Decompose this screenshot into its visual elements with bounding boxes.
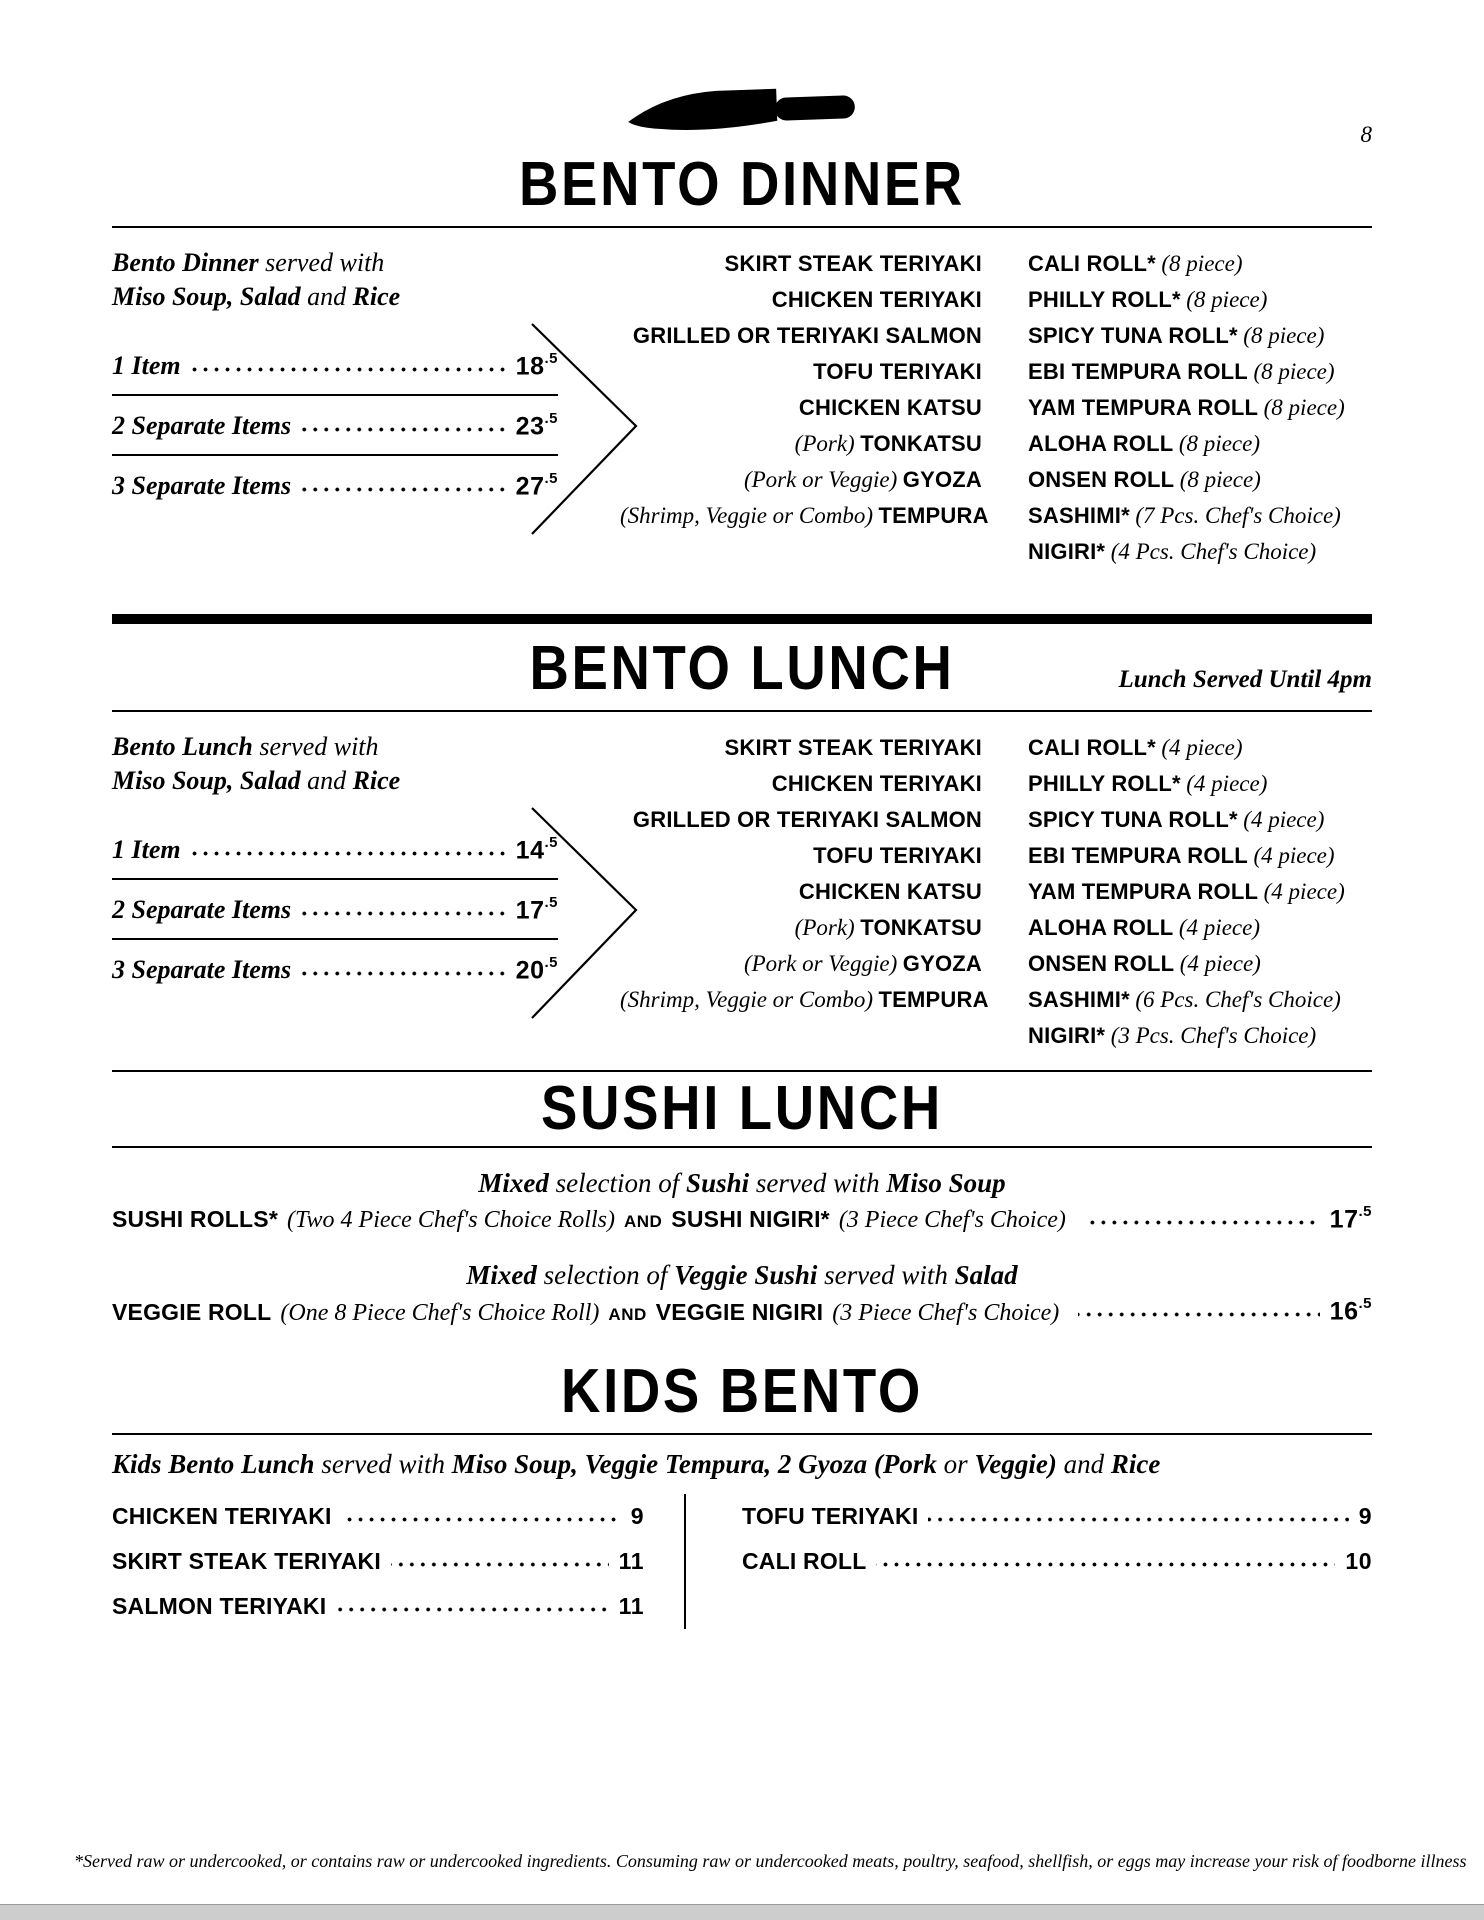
served-bold: Miso Soup, Salad — [112, 766, 301, 795]
price-value: 9 — [1358, 1502, 1372, 1529]
page-number: 8 — [1360, 122, 1372, 147]
item-name: SUSHI ROLLS* — [112, 1206, 278, 1233]
menu-item — [742, 1539, 1372, 1584]
price-label: 1 Item — [112, 835, 181, 864]
price-sup: .5 — [544, 349, 558, 367]
dotted-leader — [336, 1607, 608, 1612]
item-prefix: (Pork or Veggie) — [743, 951, 898, 976]
price-value: 11 — [618, 1592, 644, 1619]
item-note: (One 8 Piece Chef's Choice Roll) — [280, 1299, 600, 1326]
menu-item — [1028, 354, 1372, 390]
desc-bold: Veggie Sushi — [674, 1260, 818, 1291]
kids-description — [112, 1449, 1372, 1480]
menu-item — [1028, 390, 1372, 426]
chevron-bracket-icon — [530, 322, 640, 536]
item-note: (8 piece) — [1161, 251, 1243, 276]
menu-item — [1028, 462, 1372, 498]
menu-item — [620, 318, 982, 354]
item-name: YAM TEMPURA ROLL — [1028, 395, 1259, 420]
item-note: (4 piece) — [1263, 879, 1345, 904]
item-note: (8 piece) — [1186, 287, 1268, 312]
item-note: (8 piece) — [1263, 395, 1345, 420]
and-label: AND — [608, 1304, 647, 1324]
item-name: TONKATSU — [860, 915, 982, 940]
section-sushi-lunch — [112, 1070, 1372, 1327]
price-main: 14 — [515, 836, 545, 864]
page-bottom-edge — [0, 1904, 1484, 1920]
knife-icon — [624, 82, 861, 146]
menu-item — [742, 1494, 1372, 1539]
desc-regular: selection of — [548, 1168, 687, 1198]
menu-item — [1028, 982, 1372, 1018]
menu-item — [620, 498, 989, 534]
item-prefix: (Pork) — [794, 915, 855, 940]
bento-lunch-grid — [112, 730, 1372, 1054]
dotted-leader — [191, 367, 506, 372]
served-bold: Miso Soup, Salad — [112, 282, 301, 311]
served-bold: Bento Lunch — [112, 732, 253, 761]
item-prefix: (Shrimp, Veggie or Combo) — [620, 987, 873, 1012]
served-line — [112, 730, 558, 764]
price-main: 17 — [1329, 1205, 1359, 1234]
lunch-hours-note: Lunch Served Until 4pm — [1118, 666, 1372, 693]
item-name: NIGIRI* — [1028, 539, 1106, 564]
bento-lunch-pricing — [112, 730, 558, 1054]
menu-item — [620, 390, 982, 426]
served-regular: and — [300, 282, 353, 311]
desc-regular: served with — [817, 1260, 955, 1291]
bento-lunch-entrees — [620, 730, 989, 1054]
menu-item — [620, 874, 982, 910]
menu-item — [620, 982, 989, 1018]
bento-lunch-title-wrap — [112, 634, 1372, 704]
menu-item — [1028, 246, 1372, 282]
price-value — [1330, 1205, 1372, 1234]
and-label: AND — [623, 1212, 663, 1232]
menu-item — [620, 910, 982, 946]
page-header — [0, 0, 1484, 150]
menu-item — [620, 282, 982, 318]
desc-bold: Miso Soup, Veggie Tempura, 2 Gyoza (Pork — [451, 1448, 937, 1479]
kids-right-column — [686, 1494, 1372, 1629]
item-name: TONKATSU — [860, 431, 982, 456]
item-name: TOFU TERIYAKI — [742, 1502, 919, 1529]
item-note: (8 piece) — [1253, 359, 1335, 384]
served-bold: Bento Dinner — [112, 248, 259, 277]
item-name: SPICY TUNA ROLL* — [1028, 323, 1238, 348]
price-row — [112, 336, 558, 396]
section-divider-bar — [112, 614, 1372, 624]
item-note: (4 piece) — [1179, 951, 1261, 976]
menu-content — [0, 150, 1484, 1629]
bento-dinner-pricing — [112, 246, 558, 570]
menu-item — [1028, 946, 1372, 982]
desc-bold: Mixed — [478, 1168, 549, 1198]
item-name: ONSEN ROLL — [1028, 467, 1175, 492]
item-note: (8 piece) — [1243, 323, 1325, 348]
item-name: CHICKEN TERIYAKI — [771, 771, 982, 796]
item-name: TOFU TERIYAKI — [813, 843, 982, 868]
menu-item — [620, 802, 982, 838]
item-note: (4 piece) — [1253, 843, 1335, 868]
item-name: SASHIMI* — [1028, 503, 1130, 528]
price-sup: .5 — [1358, 1203, 1372, 1220]
item-note: (4 piece) — [1186, 771, 1268, 796]
item-name: TEMPURA — [878, 503, 989, 528]
price-value: 10 — [1345, 1547, 1372, 1574]
price-main: 27 — [515, 472, 545, 500]
menu-item — [1028, 838, 1372, 874]
dotted-leader — [301, 487, 506, 492]
item-note: (6 Pcs. Chef's Choice) — [1135, 987, 1341, 1012]
item-name: PHILLY ROLL* — [1028, 287, 1181, 312]
item-name: SALMON TERIYAKI — [112, 1592, 327, 1619]
item-name: GYOZA — [902, 951, 982, 976]
served-bold: Rice — [352, 766, 401, 795]
item-name: CHICKEN TERIYAKI — [771, 287, 982, 312]
price-row — [112, 396, 558, 456]
menu-item — [1028, 282, 1372, 318]
menu-item — [1028, 498, 1372, 534]
item-note: (3 Pcs. Chef's Choice) — [1110, 1023, 1317, 1048]
price-sup: .5 — [544, 409, 558, 427]
item-name: ALOHA ROLL — [1028, 431, 1174, 456]
price-label: 1 Item — [112, 351, 181, 380]
item-name: CALI ROLL* — [1028, 735, 1156, 760]
item-name: EBI TEMPURA ROLL — [1028, 359, 1248, 384]
menu-item — [112, 1584, 644, 1629]
menu-item — [1028, 426, 1372, 462]
item-note: (3 Piece Chef's Choice) — [832, 1299, 1060, 1326]
desc-bold: Salad — [954, 1260, 1018, 1291]
section-bento-dinner — [112, 150, 1372, 570]
item-prefix: (Pork or Veggie) — [743, 467, 898, 492]
kids-bento-title: KIDS BENTO — [561, 1356, 923, 1426]
section-bento-lunch — [112, 634, 1372, 1054]
item-name: YAM TEMPURA ROLL — [1028, 879, 1259, 904]
item-name: TEMPURA — [878, 987, 989, 1012]
divider-rule — [112, 1146, 1372, 1148]
price-label: 2 Separate Items — [112, 895, 292, 924]
item-name: SPICY TUNA ROLL* — [1028, 807, 1238, 832]
price-value: 11 — [618, 1547, 644, 1574]
served-with-text — [112, 730, 558, 798]
item-name: VEGGIE NIGIRI — [655, 1298, 824, 1325]
bento-lunch-rolls — [1028, 730, 1372, 1054]
price-main: 17 — [515, 896, 545, 924]
sushi-description — [112, 1168, 1372, 1199]
price-row — [112, 456, 558, 514]
section-kids-bento — [112, 1357, 1372, 1629]
item-name: ONSEN ROLL — [1028, 951, 1175, 976]
dotted-leader — [342, 1517, 621, 1522]
served-line — [112, 764, 558, 798]
item-note: (3 Piece Chef's Choice) — [838, 1207, 1066, 1234]
menu-item — [620, 730, 982, 766]
menu-item — [1028, 1018, 1372, 1054]
raw-food-disclaimer: *Served raw or undercooked, or contains raw or undercooked ingredients. Consuming raw or undercooked meats, poultry, seafood, shellfish, or eggs may increase your risk of foodborne illness — [74, 1851, 1467, 1871]
served-regular: served with — [252, 732, 379, 761]
item-name: CHICKEN KATSU — [798, 879, 982, 904]
item-name: NIGIRI* — [1028, 1023, 1106, 1048]
item-name: PHILLY ROLL* — [1028, 771, 1181, 796]
item-note: (Two 4 Piece Chef's Choice Rolls) — [286, 1207, 615, 1234]
price-sup: .5 — [1358, 1295, 1372, 1313]
item-name: CHICKEN KATSU — [798, 395, 982, 420]
desc-bold: Sushi — [686, 1168, 750, 1198]
divider-rule — [112, 710, 1372, 712]
dotted-leader — [1085, 1220, 1320, 1225]
menu-item — [1028, 802, 1372, 838]
sushi-combo-row — [112, 1205, 1372, 1234]
divider-rule — [112, 226, 1372, 228]
dotted-leader — [191, 851, 506, 856]
price-label: 3 Separate Items — [112, 471, 292, 500]
price-value: 9 — [630, 1502, 644, 1529]
item-name: SKIRT STEAK TERIYAKI — [724, 735, 982, 760]
item-name: SASHIMI* — [1028, 987, 1130, 1012]
served-bold: Rice — [352, 282, 401, 311]
sushi-description — [112, 1260, 1372, 1291]
bento-dinner-rolls — [1028, 246, 1372, 570]
desc-bold: Mixed — [466, 1260, 537, 1291]
desc-bold: Veggie) — [974, 1448, 1057, 1479]
price-row — [112, 820, 558, 880]
item-note: (4 Pcs. Chef's Choice) — [1110, 539, 1317, 564]
served-with-text — [112, 246, 558, 314]
served-regular: and — [300, 766, 353, 795]
menu-item — [1028, 534, 1372, 570]
price-main: 23 — [515, 412, 545, 440]
divider-rule — [112, 1433, 1372, 1435]
item-name: TOFU TERIYAKI — [813, 359, 982, 384]
served-line — [112, 246, 558, 280]
price-sup: .5 — [544, 893, 558, 911]
dotted-leader — [1078, 1312, 1319, 1317]
price-value — [1330, 1297, 1372, 1326]
price-sup: .5 — [544, 833, 558, 851]
bento-lunch-title: BENTO LUNCH — [529, 634, 955, 703]
served-regular: served with — [258, 248, 385, 277]
item-name: SKIRT STEAK TERIYAKI — [724, 251, 982, 276]
item-name: SUSHI NIGIRI* — [671, 1206, 830, 1233]
menu-item — [620, 946, 982, 982]
bento-dinner-entrees — [620, 246, 989, 570]
item-prefix: (Pork) — [794, 431, 855, 456]
desc-bold: Kids Bento Lunch — [112, 1448, 315, 1479]
desc-regular: or — [936, 1448, 975, 1479]
dotted-leader — [301, 971, 506, 976]
sushi-lunch-title: SUSHI LUNCH — [541, 1074, 943, 1143]
menu-item — [1028, 318, 1372, 354]
item-note: (4 piece) — [1178, 915, 1260, 940]
desc-regular: served with — [314, 1448, 452, 1479]
price-sup: .5 — [544, 469, 558, 487]
desc-bold: Miso Soup — [886, 1168, 1006, 1198]
menu-item — [620, 354, 982, 390]
item-name: ALOHA ROLL — [1028, 915, 1174, 940]
item-name: CALI ROLL — [742, 1547, 867, 1574]
dotted-leader — [301, 427, 506, 432]
desc-regular: selection of — [536, 1260, 675, 1291]
price-main: 16 — [1329, 1297, 1359, 1326]
divider-rule — [112, 1070, 1372, 1072]
chevron-bracket-icon — [530, 806, 640, 1020]
price-sup: .5 — [544, 953, 558, 971]
kids-left-column — [112, 1494, 684, 1629]
item-note: (7 Pcs. Chef's Choice) — [1135, 503, 1341, 528]
item-name: GRILLED OR TERIYAKI SALMON — [632, 323, 982, 348]
item-name: CHICKEN TERIYAKI — [112, 1502, 332, 1529]
menu-item — [112, 1494, 644, 1539]
item-prefix: (Shrimp, Veggie or Combo) — [620, 503, 873, 528]
dotted-leader — [301, 911, 506, 916]
item-name: EBI TEMPURA ROLL — [1028, 843, 1248, 868]
dotted-leader — [391, 1562, 609, 1567]
menu-item — [1028, 730, 1372, 766]
desc-regular: served with — [749, 1168, 887, 1198]
bento-dinner-title: BENTO DINNER — [519, 150, 965, 219]
item-name: VEGGIE ROLL — [112, 1298, 272, 1325]
served-line — [112, 280, 558, 314]
item-name: SKIRT STEAK TERIYAKI — [112, 1547, 381, 1574]
dotted-leader — [876, 1562, 1335, 1567]
menu-item — [112, 1539, 644, 1584]
bento-dinner-grid — [112, 246, 1372, 570]
item-name: GRILLED OR TERIYAKI SALMON — [632, 807, 982, 832]
menu-item — [620, 838, 982, 874]
item-note: (8 piece) — [1179, 467, 1261, 492]
menu-item — [620, 246, 982, 282]
menu-item — [620, 462, 982, 498]
item-note: (4 piece) — [1243, 807, 1325, 832]
dotted-leader — [928, 1517, 1348, 1522]
price-label: 2 Separate Items — [112, 411, 292, 440]
menu-item — [620, 426, 982, 462]
item-name: GYOZA — [902, 467, 982, 492]
menu-item — [1028, 874, 1372, 910]
item-note: (4 piece) — [1161, 735, 1243, 760]
price-label: 3 Separate Items — [112, 955, 292, 984]
item-name: CALI ROLL* — [1028, 251, 1156, 276]
price-row — [112, 940, 558, 998]
price-row — [112, 880, 558, 940]
price-main: 20 — [515, 956, 545, 984]
sushi-combo-row — [112, 1297, 1372, 1326]
desc-bold: Rice — [1110, 1448, 1161, 1479]
menu-item — [1028, 910, 1372, 946]
desc-regular: and — [1056, 1448, 1111, 1479]
item-note: (8 piece) — [1178, 431, 1260, 456]
menu-item — [620, 766, 982, 802]
menu-item — [1028, 766, 1372, 802]
bento-dinner-title-wrap — [112, 150, 1372, 220]
kids-columns — [112, 1494, 1372, 1629]
price-main: 18 — [515, 352, 545, 380]
